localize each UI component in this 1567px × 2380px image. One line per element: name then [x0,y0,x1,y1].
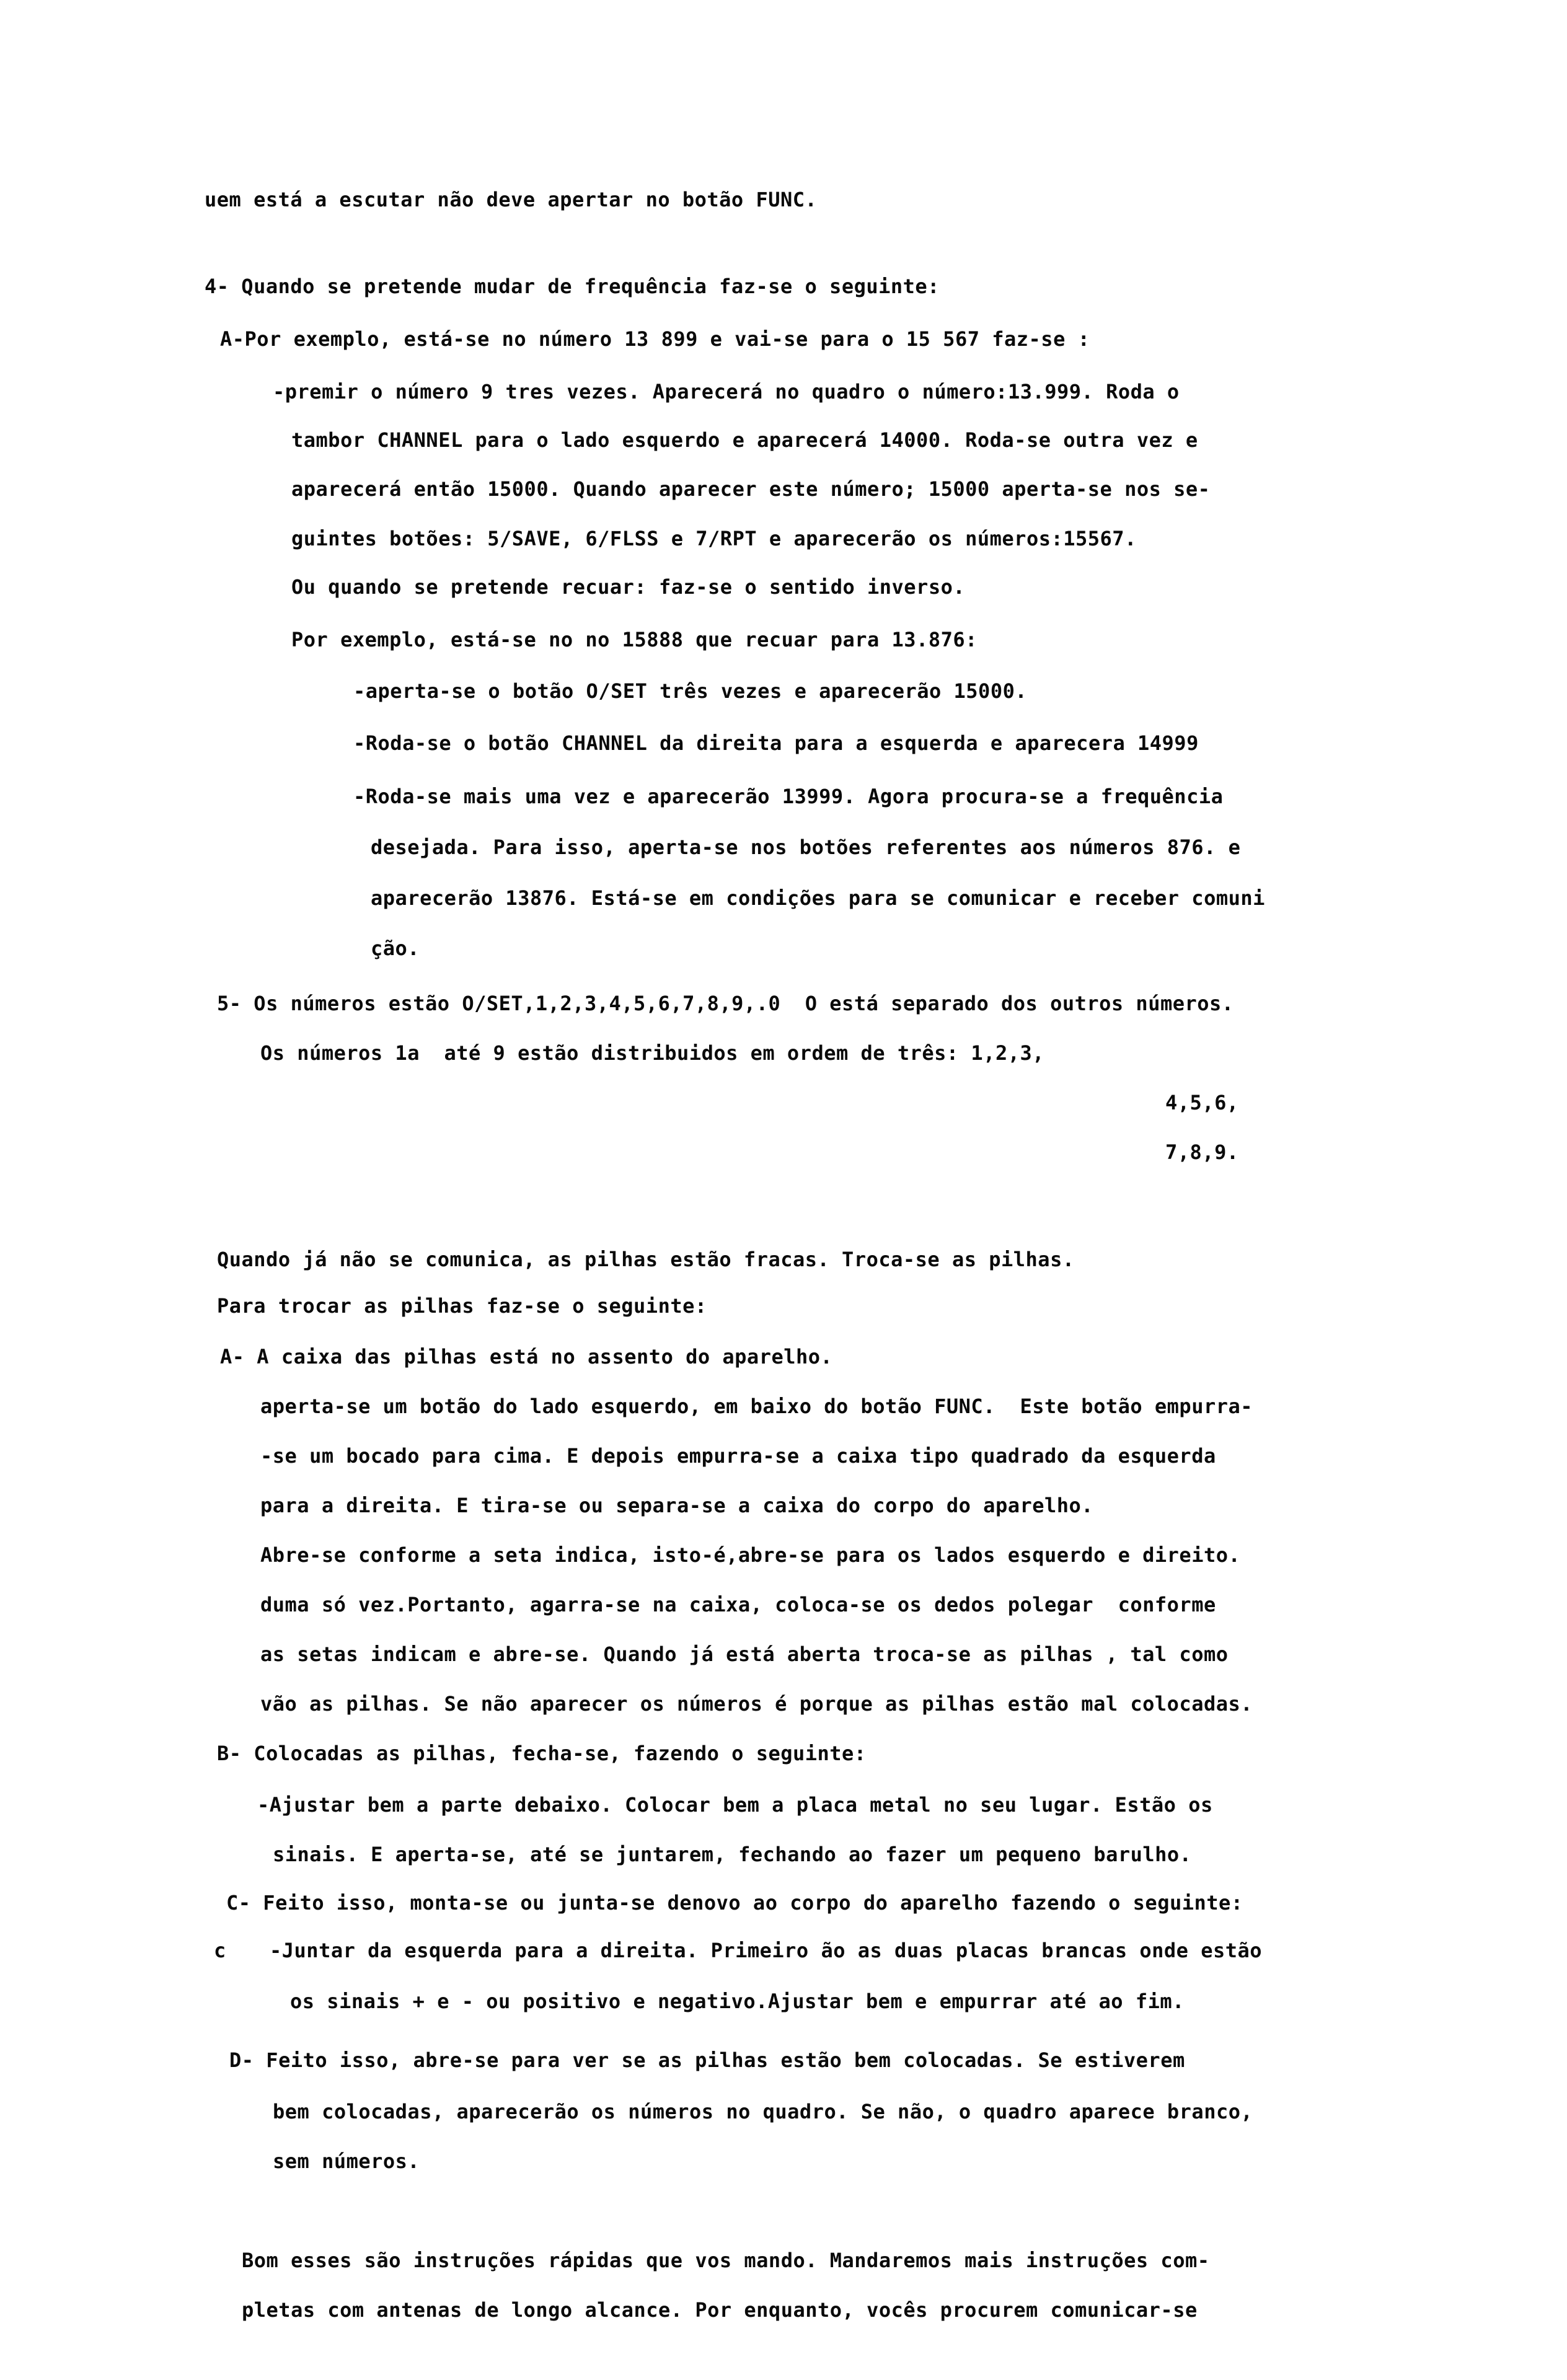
text-line: Quando já não se comunica, as pilhas estão fracas. Troca-se as pilhas. [217,1248,1075,1271]
text-line: aparecerá então 15000. Quando aparecer este número; 15000 aperta-se nos se- [291,477,1211,501]
text-line: 7,8,9. [1165,1140,1239,1164]
text-line: tambor CHANNEL para o lado esquerdo e aparecerá 14000. Roda-se outra vez e [291,428,1198,452]
text-line: sem números. [273,2149,420,2173]
text-line: guintes botões: 5/SAVE, 6/FLSS e 7/RPT e aparecerão os números:15567. [291,527,1137,550]
text-line: Para trocar as pilhas faz-se o seguinte: [217,1294,707,1318]
text-line: Por exemplo, está-se no no 15888 que recuar para 13.876: [291,628,978,651]
text-line: -se um bocado para cima. E depois empurra-se a caixa tipo quadrado da esquerda [260,1444,1216,1468]
text-line: 4- Quando se pretende mudar de frequência faz-se o seguinte: [205,275,940,298]
text-line: os sinais + e - ou positivo e negativo.Ajustar bem e empurrar até ao fim. [290,1990,1185,2013]
text-line: ção. [371,937,420,960]
text-line: D- Feito isso, abre-se para ver se as pilhas estão bem colocadas. Se estiverem [229,2048,1185,2072]
text-line: bem colocadas, aparecerão os números no quadro. Se não, o quadro aparece branco, [273,2100,1253,2123]
text-line: -aperta-se o botão O/SET três vezes e aparecerão 15000. [353,679,1028,703]
text-line: pletas com antenas de longo alcance. Por enquanto, vocês procurem comunicar-se [242,2298,1198,2322]
text-line: aparecerão 13876. Está-se em condições para se comunicar e receber comuni [371,886,1265,910]
text-line: 4,5,6, [1165,1091,1239,1114]
text-line: A-Por exemplo, está-se no número 13 899 e vai-se para o 15 567 faz-se : [220,327,1090,351]
text-line: B- Colocadas as pilhas, fecha-se, fazendo o seguinte: [217,1742,867,1765]
text-line: -Ajustar bem a parte debaixo. Colocar bem a placa metal no seu lugar. Estão os [257,1793,1213,1817]
text-line: c [214,1939,226,1962]
text-line: aperta-se um botão do lado esquerdo, em baixo do botão FUNC. Este botão empurra- [260,1395,1253,1418]
text-line: Bom esses são instruções rápidas que vos mando. Mandaremos mais instruções com- [242,2249,1210,2272]
text-line: para a direita. E tira-se ou separa-se a caixa do corpo do aparelho. [260,1494,1094,1517]
text-line: -premir o número 9 tres vezes. Aparecerá no quadro o número:13.999. Roda o [273,380,1180,403]
text-line: as setas indicam e abre-se. Quando já está aberta troca-se as pilhas , tal como [260,1642,1229,1666]
text-line: vão as pilhas. Se não aparecer os números é porque as pilhas estão mal colocadas. [260,1692,1253,1716]
text-line: C- Feito isso, monta-se ou junta-se denovo ao corpo do aparelho fazendo o seguinte: [226,1891,1243,1915]
text-line: Os números 1a até 9 estão distribuidos em ordem de três: 1,2,3, [260,1041,1044,1065]
text-line: desejada. Para isso, aperta-se nos botões referentes aos números 876. e [371,835,1241,859]
text-line: duma só vez.Portanto, agarra-se na caixa, coloca-se os dedos polegar conforme [260,1593,1216,1616]
text-line: -Juntar da esquerda para a direita. Primeiro ão as duas placas brancas onde estão [270,1939,1263,1962]
text-line: 5- Os números estão O/SET,1,2,3,4,5,6,7,8,9,.0 O está separado dos outros números. [217,992,1234,1015]
text-line: Ou quando se pretende recuar: faz-se o sentido inverso. [291,575,966,599]
text-line: A- A caixa das pilhas está no assento do aparelho. [220,1345,833,1368]
text-line: -Roda-se mais uma vez e aparecerão 13999. Agora procura-se a frequência [353,785,1224,808]
text-line: sinais. E aperta-se, até se juntarem, fechando ao fazer um pequeno barulho. [273,1843,1192,1866]
text-line: uem está a escutar não deve apertar no botão FUNC. [205,188,818,211]
text-line: -Roda-se o botão CHANNEL da direita para a esquerda e aparecera 14999 [353,731,1199,755]
text-line: Abre-se conforme a seta indica, isto-é,abre-se para os lados esquerdo e direito. [260,1543,1241,1567]
